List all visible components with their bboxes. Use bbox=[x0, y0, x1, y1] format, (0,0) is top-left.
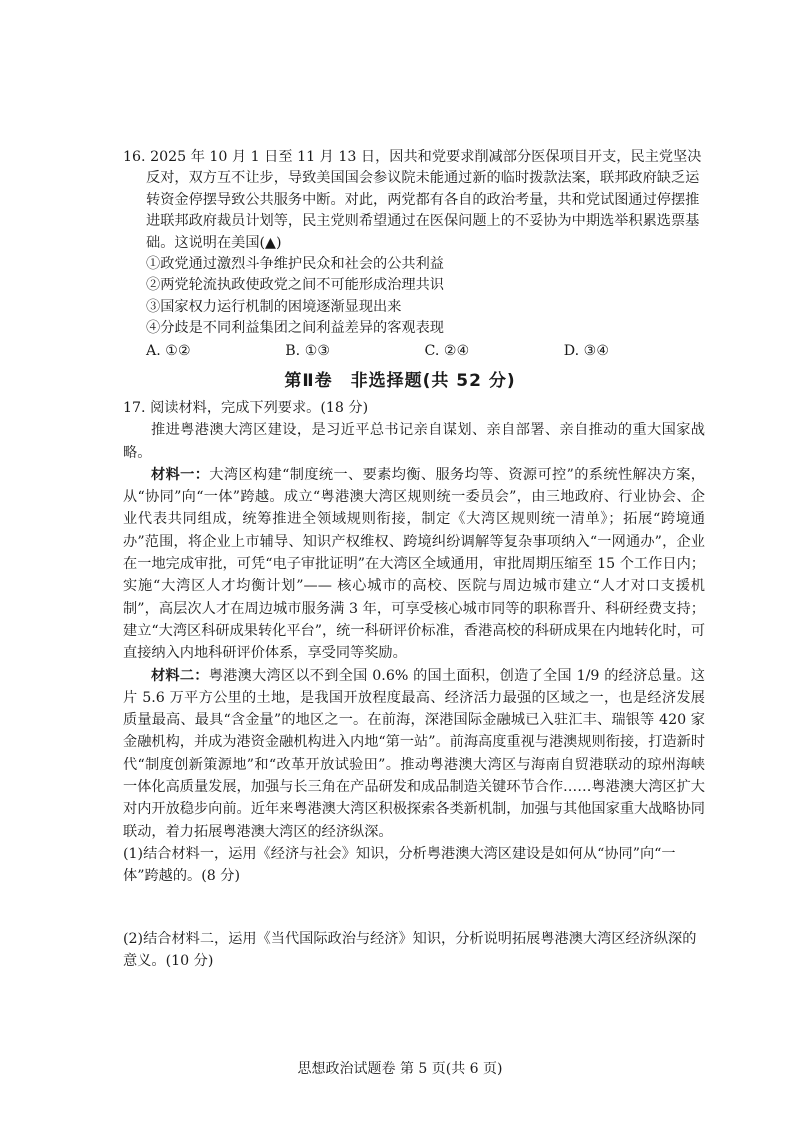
question-16 bbox=[123, 147, 703, 362]
q16-option-4: ④分歧是不同利益集团之间利益差异的客观表现 bbox=[146, 320, 444, 337]
q16-choice-b: B. ①③ bbox=[285, 342, 331, 359]
q16-option-2: ②两党轮流执政使政党之间不可能形成治理共识 bbox=[146, 277, 444, 294]
page-footer: 思想政治试题卷 第 5 页(共 6 页) bbox=[297, 1061, 503, 1077]
q16-choice-c: C. ②④ bbox=[424, 342, 470, 359]
q16-stem-rest: 双方互不让步，导致美国国会参议院未能通过新的临时拨款法案，联邦政府缺乏运转资金停摆导致公共服务中断。对此，两党都有各自的政治考量，共和党试图通过停摆推进联邦政府裁员计划等，民主党则希望通过在医保问题上的不妥协为中期选举积累选票基础。这说明在美国(▲) bbox=[146, 170, 700, 251]
section-title: 第Ⅱ卷 非选择题(共 52 分) bbox=[284, 371, 516, 391]
q17-sub-2: (2)结合材料二，运用《当代国际政治与经济》知识，分析说明拓展粤港澳大湾区经济纵深的意义。(10 分) bbox=[123, 930, 697, 969]
material-1-text: 大湾区构建“制度统一、要素均衡、服务均等、资源可控”的系统性解决方案，从“协同”向“一体”跨越。成立“粤港澳大湾区规则统一委员会”，由三地政府、行业协会、企业代表共同组成，统筹推进全领域规则衔接，制定《大湾区规则统一清单》；拓展“跨境通办”范围，将企业上市辅导、知识产权维权、跨境纠纷调解等复杂事项纳入“一网通办”，企业在一地完成审批，可凭“电子审批证明”在大湾区全域通用，审批周期压缩至 15 个工作日内；实施“大湾区人才均衡计划”—— 核心城市的高校、医院与周边城市建立“人才对口支援机制”，高层次人才在周边城市服务满 3 年，可享受核心城市同等的职称晋升、科研经费支持；建立“大湾区科研成果转化平台”，统一科研评价标准，香港高校的科研成果在内地转化时，可直接纳入内地科研评价体系，享受同等奖励。 bbox=[123, 466, 706, 662]
q17-sub-1: (1)结合材料一，运用《经济与社会》知识，分析粤港澳大湾区建设是如何从“协同”向“一体”跨越的。(8 分) bbox=[123, 845, 676, 885]
q16-option-3: ③国家权力运行机制的困境逐渐显现出来 bbox=[146, 298, 402, 315]
q16-choice-d: D. ③④ bbox=[563, 342, 610, 359]
q16-choice-a: A. ①② bbox=[146, 342, 191, 359]
q17-material-2 bbox=[123, 665, 705, 843]
material-2-label: 材料二： bbox=[151, 667, 209, 684]
q17-intro: 推进粤港澳大湾区建设，是习近平总书记亲自谋划、亲自部署、亲自推动的重大国家战略。 bbox=[123, 422, 705, 461]
material-1-label: 材料一： bbox=[151, 466, 210, 483]
material-2-text: 粤港澳大湾区以不到全国 0.6% 的国土面积，创造了全国 1/9 的经济总量。这片 5.6 万平方公里的土地，是我国开放程度最高、经济活力最强的区域之一，也是经济发展质量最高、最具“含金量”的地区之一。在前海，深港国际金融城已入驻汇丰、瑞银等 420 家金融机构，并成为港资金融机构进入内地“第一站”。前海高度重视与港澳规则衔接，打造新时代“制度创新策源地”和“改革开放试验田”。推动粤港澳大湾区与海南自贸港联动的琼州海峡一体化高质量发展，加强与长三角在产品研发和成品制造关键环节合作……粤港澳大湾区扩大对内开放稳步向前。近年来粤港澳大湾区积极探索各类新机制，加强与其他国家重大战略协同联动，着力拓展粤港澳大湾区的经济纵深。 bbox=[123, 667, 706, 840]
q17-heading: 17. 阅读材料，完成下列要求。(18 分) bbox=[123, 400, 369, 416]
q16-option-1: ①政党通过激烈斗争维护民众和社会的公共利益 bbox=[146, 256, 444, 273]
q16-stem-first: 16. 2025 年 10 月 1 日至 11 月 13 日，因共和党要求削减部分医保项目开支，民主党坚决反对， bbox=[123, 149, 702, 187]
q16-choices bbox=[123, 341, 703, 362]
question-17 bbox=[123, 397, 705, 972]
q17-material-1 bbox=[123, 464, 705, 665]
q16-stem bbox=[123, 147, 703, 254]
